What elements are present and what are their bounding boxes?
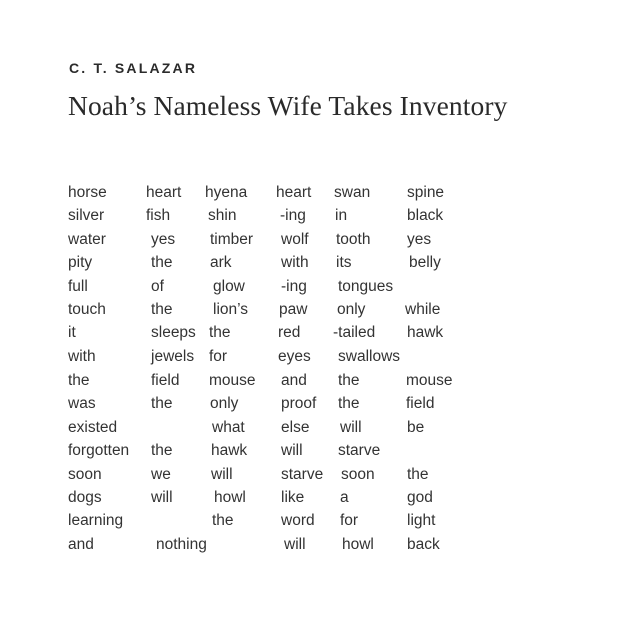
poem-word: hyena xyxy=(205,184,248,201)
poem-word: the xyxy=(212,512,234,529)
poem-word: will xyxy=(211,466,233,483)
poem-word: the xyxy=(151,254,173,271)
poem-word: tongues xyxy=(338,278,394,295)
poem-word: eyes xyxy=(278,348,311,365)
poem-word: starve xyxy=(281,466,324,483)
poem-word: word xyxy=(281,512,315,529)
poem-word: the xyxy=(209,324,231,341)
poem-word: the xyxy=(68,372,90,389)
poem-word: swan xyxy=(334,184,371,201)
poem-word: like xyxy=(281,489,305,506)
poem-word: black xyxy=(407,207,444,224)
poem-word: howl xyxy=(342,536,374,553)
poem-word: red xyxy=(278,324,301,341)
poem-word: yes xyxy=(407,231,432,248)
poem-word: will xyxy=(340,419,362,436)
poem-word: was xyxy=(68,395,96,412)
poem-word: swallows xyxy=(338,348,401,365)
poem-word: the xyxy=(151,301,173,318)
poem-word: jewels xyxy=(151,348,195,365)
poem-word: -ing xyxy=(280,207,306,224)
poem-word: learning xyxy=(68,512,124,529)
poem-title: Noah’s Nameless Wife Takes Inventory xyxy=(68,90,508,121)
poem-word: will xyxy=(151,489,173,506)
poem-word: paw xyxy=(279,301,308,318)
poem-word: shin xyxy=(208,207,237,224)
poem-word: will xyxy=(281,442,303,459)
poem-word: back xyxy=(407,536,440,553)
poem-word: mouse xyxy=(209,372,256,389)
poem-word: belly xyxy=(409,254,441,271)
poem-word: starve xyxy=(338,442,381,459)
poem-word: its xyxy=(336,254,352,271)
poem-word: the xyxy=(338,372,360,389)
poem-word: pity xyxy=(68,254,93,271)
poem-word: timber xyxy=(210,231,254,248)
poem-word: while xyxy=(405,301,441,318)
poem-word: for xyxy=(209,348,228,365)
poem-word: existed xyxy=(68,419,118,436)
poem-word: else xyxy=(281,419,310,436)
poem-word: with xyxy=(281,254,309,271)
poem-word: lion’s xyxy=(213,301,249,318)
poem-word: the xyxy=(407,466,429,483)
poem-word: and xyxy=(68,536,94,553)
poem-word: hawk xyxy=(407,324,444,341)
poem-word: glow xyxy=(213,278,245,295)
poem-word: water xyxy=(68,231,106,248)
poem-word: will xyxy=(284,536,306,553)
poem-word: a xyxy=(340,489,349,506)
poem-word: heart xyxy=(146,184,182,201)
poem-word: and xyxy=(281,372,307,389)
poem-word: in xyxy=(335,207,348,224)
poem-word: hawk xyxy=(211,442,248,459)
poem-word: heart xyxy=(276,184,312,201)
poem-word: forgotten xyxy=(68,442,130,459)
poem-word: it xyxy=(68,324,76,341)
poem-word: full xyxy=(68,278,88,295)
poem-word: the xyxy=(151,395,173,412)
poem-word: the xyxy=(338,395,360,412)
poem-word: with xyxy=(68,348,96,365)
poem-word: field xyxy=(151,372,180,389)
poem-word: the xyxy=(151,442,173,459)
poem-word: for xyxy=(340,512,359,529)
poem-word: nothing xyxy=(156,536,207,553)
poem-word: soon xyxy=(68,466,102,483)
poem-word: ark xyxy=(210,254,232,271)
poem-word: what xyxy=(212,419,245,436)
poem-word: only xyxy=(337,301,366,318)
poem-word: spine xyxy=(407,184,445,201)
poem-word: -tailed xyxy=(333,324,376,341)
poem-word: god xyxy=(407,489,433,506)
poem-word: yes xyxy=(151,231,176,248)
poem-word: tooth xyxy=(336,231,371,248)
poem-word: mouse xyxy=(406,372,453,389)
poem-word: of xyxy=(151,278,164,295)
poem-word: proof xyxy=(281,395,317,412)
poem-word: we xyxy=(151,466,171,483)
poem-word: howl xyxy=(214,489,246,506)
poem-word: wolf xyxy=(281,231,309,248)
poem-word: be xyxy=(407,419,425,436)
poem-word: touch xyxy=(68,301,106,318)
poem-word: sleeps xyxy=(151,324,196,341)
poem-word: light xyxy=(407,512,436,529)
poem-word: dogs xyxy=(68,489,102,506)
poem-word: -ing xyxy=(281,278,307,295)
poem-word: soon xyxy=(341,466,375,483)
poem-word: fish xyxy=(146,207,171,224)
author-name: C. T. SALAZAR xyxy=(69,60,198,76)
poem-word: silver xyxy=(68,207,105,224)
poem-word: horse xyxy=(68,184,107,201)
poem-word: only xyxy=(210,395,239,412)
poem-word: field xyxy=(406,395,435,412)
